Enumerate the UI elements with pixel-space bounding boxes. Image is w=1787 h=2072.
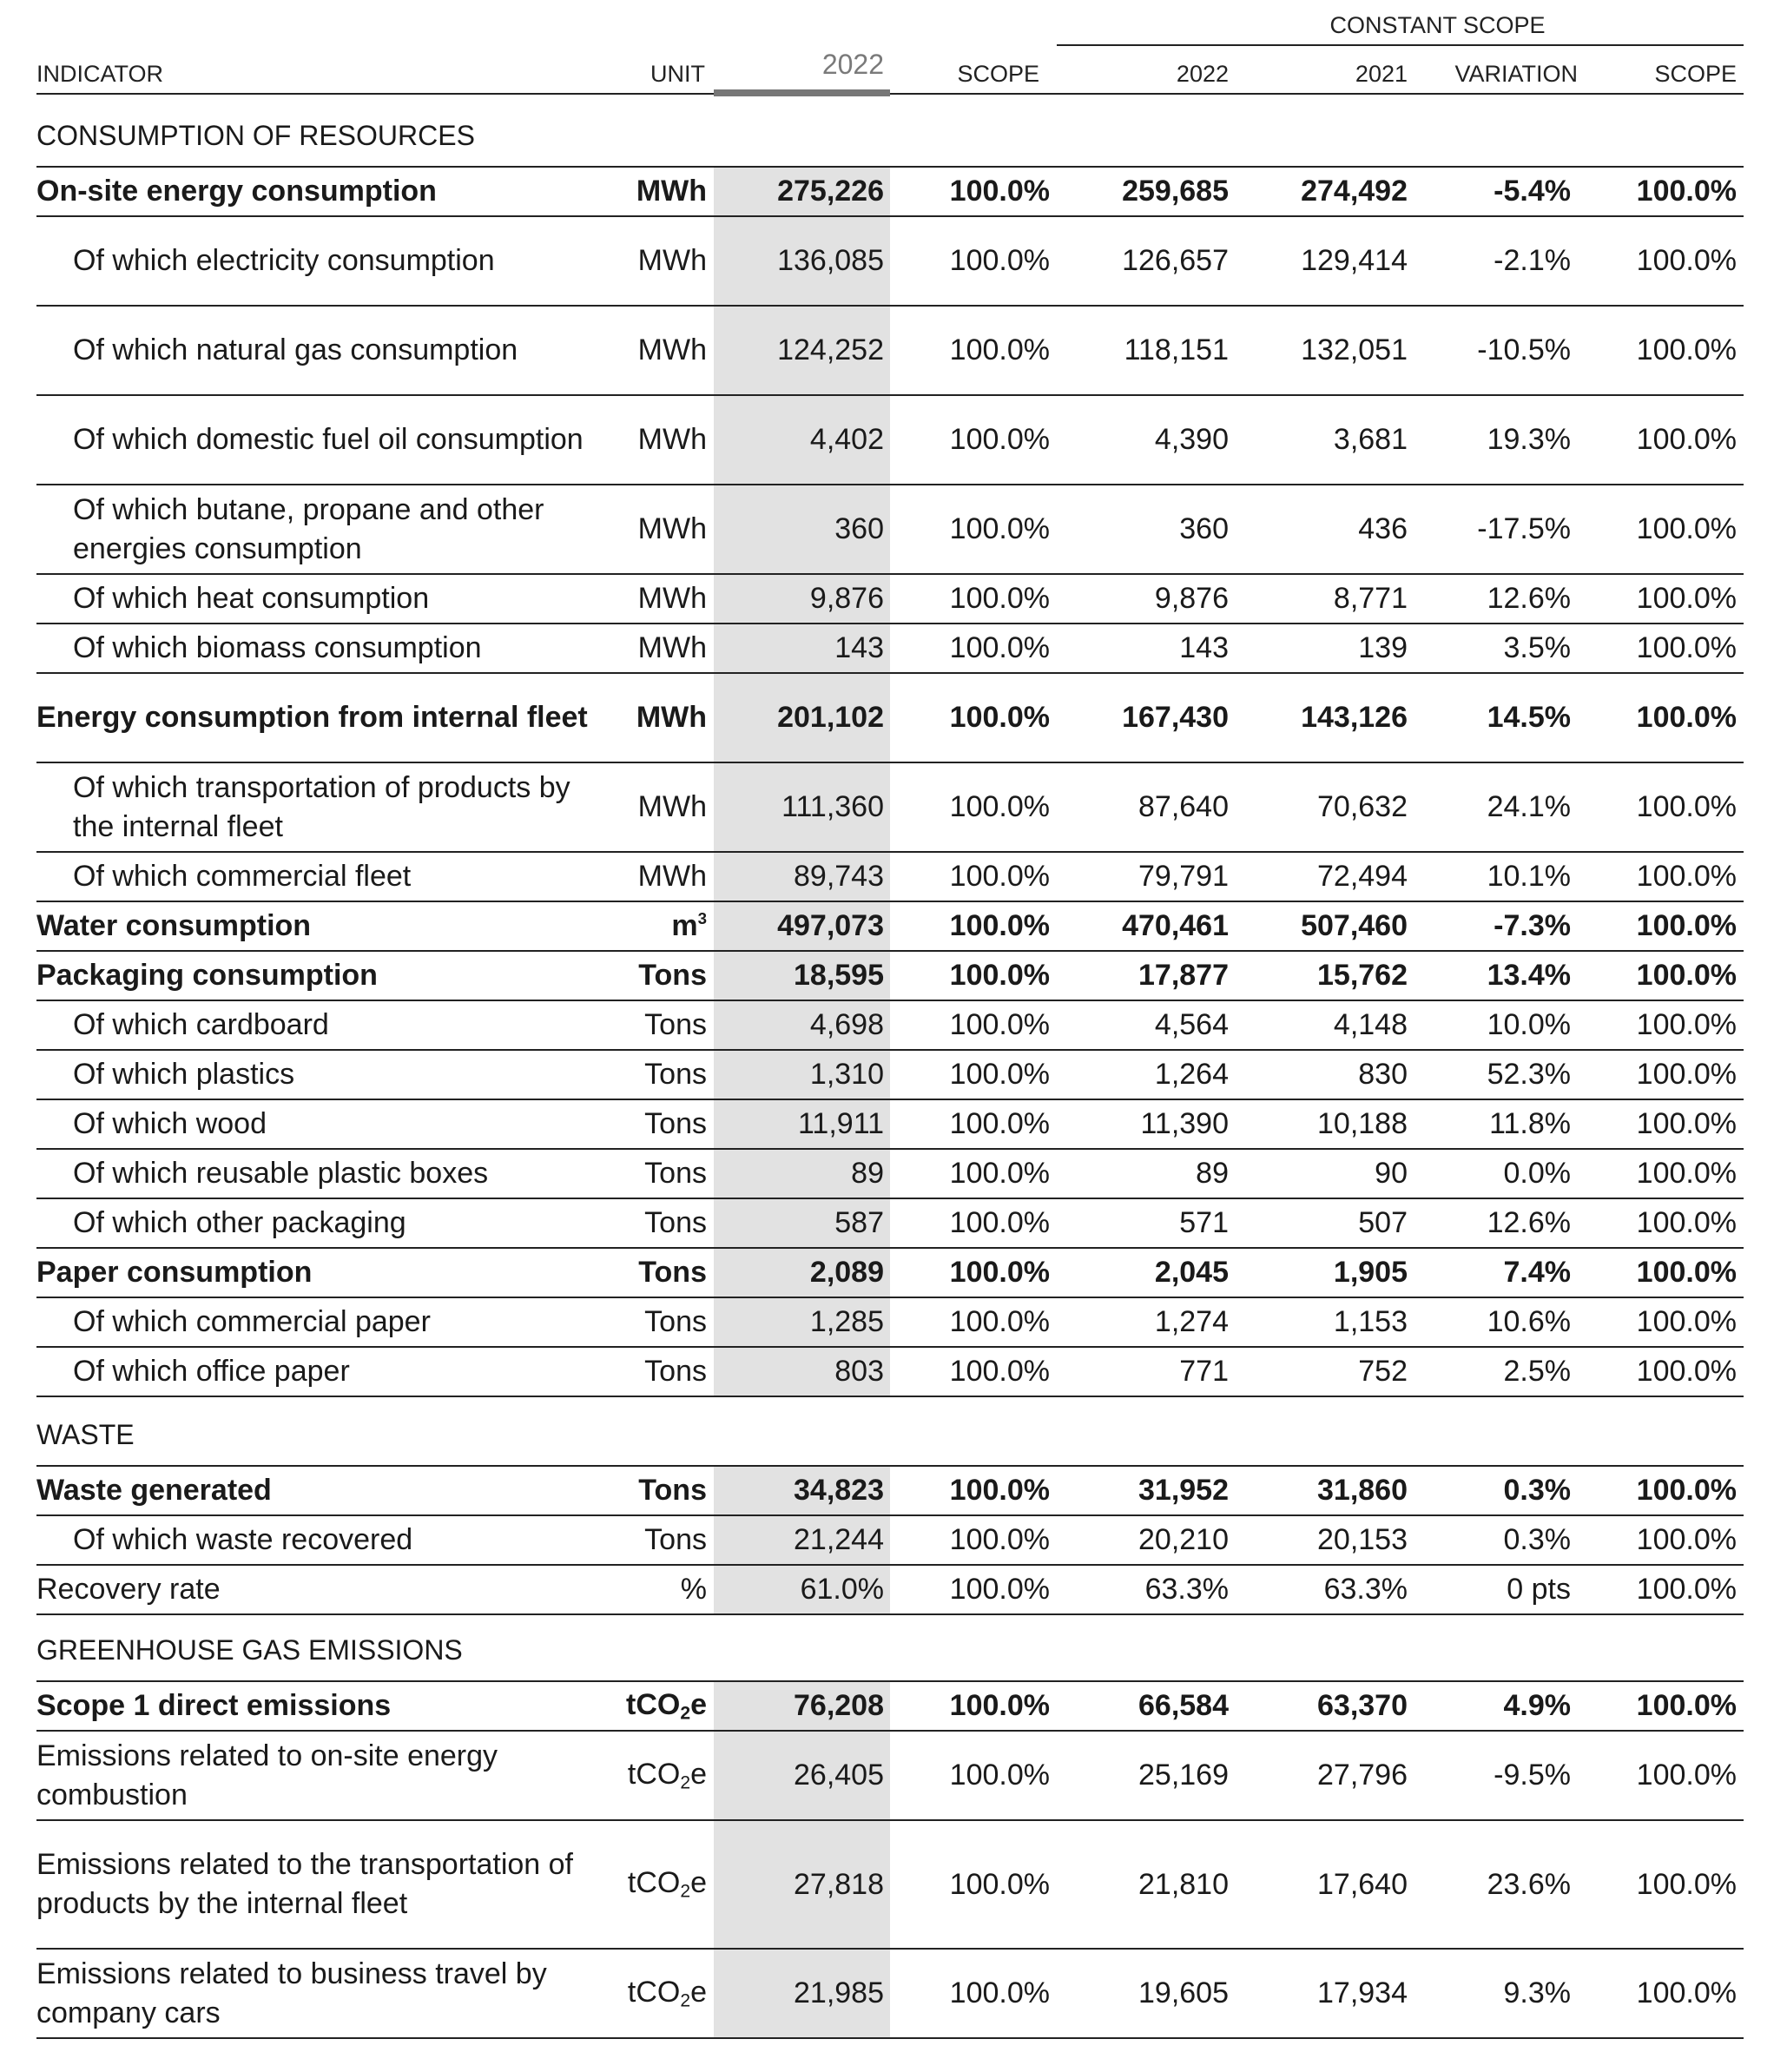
constant-2022-cell: 25,169: [1138, 1759, 1229, 1792]
variation-header: VARIATION: [1454, 61, 1578, 87]
indicator-label: Of which office paper: [73, 1355, 350, 1388]
constant-scope-cell: 100.0%: [1636, 1759, 1737, 1792]
value-2022-cell: 34,823: [714, 1467, 890, 1514]
scope-cell: 100.0%: [949, 512, 1050, 545]
constant-2021-cell: 63,370: [1317, 1689, 1408, 1722]
unit-cell: MWh: [637, 512, 707, 545]
scope-cell: 100.0%: [949, 631, 1050, 664]
unit-cell: Tons: [644, 1206, 707, 1239]
section-heading-row: [36, 1615, 1744, 1682]
value-2022-cell: 497,073: [714, 902, 890, 950]
scope-header: SCOPE: [957, 61, 1039, 87]
value-2022-cell: 803: [714, 1348, 890, 1396]
table-row: [36, 624, 1744, 674]
constant-scope-cell: 100.0%: [1636, 1206, 1737, 1239]
constant-scope-cell: 100.0%: [1636, 1157, 1737, 1190]
section-title: CONSUMPTION OF RESOURCES: [36, 120, 475, 151]
unit-cell: MWh: [637, 244, 707, 277]
indicator-label: Of which commercial paper: [73, 1305, 431, 1338]
table-row: [36, 1348, 1744, 1397]
value-2022-cell: 1,285: [714, 1298, 890, 1346]
indicator-label: Emissions related to on-site energy combustion: [36, 1739, 498, 1811]
scope-cell: 100.0%: [949, 1355, 1050, 1388]
scope-cell: 100.0%: [949, 582, 1050, 615]
variation-cell: 10.0%: [1487, 1008, 1571, 1041]
variation-cell: 23.6%: [1487, 1867, 1571, 1901]
constant-scope-cell: 100.0%: [1636, 909, 1737, 942]
indicator-label: Of which transportation of products by the internal fleet: [73, 770, 570, 843]
constant-2022-cell: 167,430: [1122, 701, 1229, 734]
value-2022-cell: 18,595: [714, 952, 890, 1000]
unit-cell: MWh: [637, 790, 707, 823]
constant-2022-cell: 118,151: [1124, 333, 1229, 366]
constant-2022-cell: 360: [1179, 512, 1229, 545]
constant-scope-col-header: SCOPE: [1654, 61, 1737, 87]
section-heading-row: [36, 96, 1744, 168]
constant-2022-cell: 4,390: [1154, 423, 1229, 456]
value-2022-cell: 143: [714, 624, 890, 672]
indicator-label: Of which plastics: [73, 1058, 295, 1091]
constant-2022-cell: 1,274: [1154, 1305, 1229, 1338]
variation-cell: -5.4%: [1494, 175, 1571, 208]
unit-cell: Tons: [644, 1058, 707, 1091]
table-row: [36, 575, 1744, 624]
unit-cell: MWh: [637, 333, 707, 366]
variation-cell: 9.3%: [1503, 1976, 1571, 2009]
scope-cell: 100.0%: [949, 1523, 1050, 1556]
scope-cell: 100.0%: [949, 333, 1050, 366]
constant-scope-header: CONSTANT SCOPE: [1329, 12, 1546, 38]
constant-scope-cell: 100.0%: [1636, 1355, 1737, 1388]
constant-2022-header: 2022: [1176, 61, 1229, 87]
unit-cell: tCO$_2$e: [627, 1757, 707, 1793]
value-2022-cell: 124,252: [714, 307, 890, 394]
scope-cell: 100.0%: [949, 1157, 1050, 1190]
table-row: [36, 1950, 1744, 2039]
value-2022-cell: 21,985: [714, 1950, 890, 2037]
constant-2021-cell: 139: [1358, 631, 1408, 664]
value-2022-cell: 4,698: [714, 1001, 890, 1049]
table-row: [36, 396, 1744, 485]
constant-2021-cell: 27,796: [1317, 1759, 1408, 1792]
constant-scope-cell: 100.0%: [1636, 790, 1737, 823]
scope-cell: 100.0%: [949, 1759, 1050, 1792]
unit-header: UNIT: [650, 61, 705, 87]
constant-2021-cell: 274,492: [1301, 175, 1408, 208]
value-2022-cell: 61.0%: [714, 1566, 890, 1613]
table-row: [36, 952, 1744, 1001]
value-2022-cell: 9,876: [714, 575, 890, 623]
constant-2021-cell: 17,640: [1317, 1867, 1408, 1901]
indicator-label: Packaging consumption: [36, 959, 378, 992]
year-2022-highlight-bar: [714, 89, 890, 96]
variation-cell: -2.1%: [1494, 244, 1571, 277]
constant-2021-header: 2021: [1355, 61, 1408, 87]
table-row: [36, 1467, 1744, 1516]
scope-cell: 100.0%: [949, 1206, 1050, 1239]
unit-cell: MWh: [636, 175, 707, 208]
constant-scope-cell: 100.0%: [1636, 1256, 1737, 1289]
constant-2021-cell: 3,681: [1333, 423, 1408, 456]
variation-cell: 0.0%: [1503, 1157, 1571, 1190]
table-row: [36, 1682, 1744, 1732]
unit-cell: Tons: [644, 1355, 707, 1388]
variation-cell: 12.6%: [1487, 1206, 1571, 1239]
scope-cell: 100.0%: [949, 244, 1050, 277]
value-2022-cell: 27,818: [714, 1821, 890, 1948]
section-heading-row: [36, 1397, 1744, 1467]
scope-cell: 100.0%: [949, 959, 1050, 992]
indicator-label: Of which heat consumption: [73, 582, 430, 615]
table-row: [36, 1001, 1744, 1051]
unit-cell: MWh: [636, 701, 707, 734]
constant-2022-cell: 79,791: [1138, 860, 1229, 893]
scope-cell: 100.0%: [949, 701, 1050, 734]
unit-cell: tCO$_2$e: [627, 1866, 707, 1902]
value-2022-cell: 2,089: [714, 1249, 890, 1297]
unit-cell: MWh: [637, 631, 707, 664]
indicator-label: Energy consumption from internal fleet: [36, 701, 588, 734]
value-2022-cell: 11,911: [714, 1100, 890, 1148]
scope-cell: 100.0%: [949, 860, 1050, 893]
variation-cell: 4.9%: [1503, 1689, 1571, 1722]
table-row: [36, 1051, 1744, 1100]
constant-2022-cell: 126,657: [1122, 244, 1229, 277]
variation-cell: 0.3%: [1503, 1474, 1571, 1507]
table-row: [36, 1566, 1744, 1615]
variation-cell: 11.8%: [1489, 1107, 1571, 1140]
constant-2021-cell: 129,414: [1301, 244, 1408, 277]
constant-2022-cell: 143: [1179, 631, 1229, 664]
unit-cell: Tons: [638, 1474, 707, 1507]
table-row: [36, 485, 1744, 575]
constant-2022-cell: 4,564: [1154, 1008, 1229, 1041]
constant-scope-cell: 100.0%: [1636, 1058, 1737, 1091]
scope-cell: 100.0%: [949, 1008, 1050, 1041]
constant-2022-cell: 63.3%: [1144, 1573, 1229, 1606]
value-2022-cell: 89,743: [714, 853, 890, 901]
section-title: WASTE: [36, 1419, 135, 1450]
constant-2022-cell: 17,877: [1138, 959, 1229, 992]
value-2022-cell: 587: [714, 1199, 890, 1247]
constant-2021-cell: 1,153: [1333, 1305, 1408, 1338]
scope-cell: 100.0%: [949, 1573, 1050, 1606]
constant-2022-cell: 571: [1179, 1206, 1229, 1239]
constant-scope-cell: 100.0%: [1636, 1305, 1737, 1338]
indicator-table: [36, 0, 1744, 2039]
unit-cell: Tons: [644, 1305, 707, 1338]
constant-scope-cell: 100.0%: [1636, 423, 1737, 456]
table-row: [36, 1150, 1744, 1199]
unit-cell: tCO$_2$e: [627, 1975, 707, 2011]
value-2022-cell: 360: [714, 485, 890, 573]
scope-cell: 100.0%: [949, 1058, 1050, 1091]
constant-scope-cell: 100.0%: [1636, 701, 1737, 734]
constant-2021-cell: 436: [1358, 512, 1408, 545]
table-header: [36, 0, 1744, 96]
section-title: GREENHOUSE GAS EMISSIONS: [36, 1634, 463, 1666]
variation-cell: 12.6%: [1487, 582, 1571, 615]
constant-2022-cell: 2,045: [1154, 1256, 1229, 1289]
indicator-label: Of which electricity consumption: [73, 244, 495, 277]
constant-2022-cell: 470,461: [1122, 909, 1229, 942]
indicator-label: Of which waste recovered: [73, 1523, 413, 1556]
table-row: [36, 1298, 1744, 1348]
constant-2021-cell: 752: [1358, 1355, 1408, 1388]
unit-cell: %: [680, 1573, 707, 1606]
value-2022-cell: 111,360: [714, 763, 890, 851]
constant-2021-cell: 70,632: [1317, 790, 1408, 823]
constant-2021-cell: 4,148: [1333, 1008, 1408, 1041]
variation-cell: 0.3%: [1503, 1523, 1571, 1556]
constant-scope-cell: 100.0%: [1636, 1867, 1737, 1901]
constant-2022-cell: 31,952: [1138, 1474, 1229, 1507]
table-row: [36, 217, 1744, 307]
constant-2021-cell: 10,188: [1317, 1107, 1408, 1140]
table-body: [36, 96, 1744, 2039]
table-row: [36, 1249, 1744, 1298]
constant-2022-cell: 11,390: [1140, 1107, 1229, 1140]
unit-cell: MWh: [637, 423, 707, 456]
constant-2022-cell: 1,264: [1154, 1058, 1229, 1091]
scope-cell: 100.0%: [949, 1976, 1050, 2009]
variation-cell: -10.5%: [1477, 333, 1571, 366]
constant-2022-cell: 87,640: [1138, 790, 1229, 823]
constant-scope-cell: 100.0%: [1636, 333, 1737, 366]
value-2022-cell: 26,405: [714, 1732, 890, 1819]
unit-cell: Tons: [638, 959, 707, 992]
unit-cell: Tons: [644, 1008, 707, 1041]
constant-2021-cell: 63.3%: [1323, 1573, 1408, 1606]
indicator-label: Of which butane, propane and other energies consumption: [73, 492, 544, 565]
variation-cell: -7.3%: [1494, 909, 1571, 942]
constant-scope-cell: 100.0%: [1636, 631, 1737, 664]
table-row: [36, 902, 1744, 952]
scope-cell: 100.0%: [949, 1867, 1050, 1901]
constant-scope-cell: 100.0%: [1636, 959, 1737, 992]
constant-2022-cell: 9,876: [1154, 582, 1229, 615]
constant-2021-cell: 72,494: [1317, 860, 1408, 893]
constant-2021-cell: 8,771: [1333, 582, 1408, 615]
variation-cell: 14.5%: [1487, 701, 1571, 734]
constant-2022-cell: 19,605: [1138, 1976, 1229, 2009]
variation-cell: 0 pts: [1507, 1573, 1571, 1606]
table-row: [36, 853, 1744, 902]
constant-scope-cell: 100.0%: [1636, 1008, 1737, 1041]
variation-cell: 2.5%: [1503, 1355, 1571, 1388]
constant-2021-cell: 507: [1358, 1206, 1408, 1239]
constant-2021-cell: 507,460: [1301, 909, 1408, 942]
constant-2022-cell: 89: [1196, 1157, 1229, 1190]
constant-2021-cell: 31,860: [1317, 1474, 1408, 1507]
constant-scope-cell: 100.0%: [1636, 175, 1737, 208]
value-2022-cell: 201,102: [714, 674, 890, 762]
constant-2021-cell: 830: [1358, 1058, 1408, 1091]
table-row: [36, 1821, 1744, 1950]
value-2022-cell: 4,402: [714, 396, 890, 484]
variation-cell: 7.4%: [1503, 1256, 1571, 1289]
constant-2021-cell: 1,905: [1333, 1256, 1408, 1289]
constant-scope-cell: 100.0%: [1636, 860, 1737, 893]
value-2022-cell: 21,244: [714, 1516, 890, 1564]
indicator-label: Paper consumption: [36, 1256, 313, 1289]
indicator-label: Of which domestic fuel oil consumption: [73, 423, 584, 456]
variation-cell: 24.1%: [1487, 790, 1571, 823]
unit-cell: $m^3$: [671, 908, 707, 943]
indicator-label: Of which natural gas consumption: [73, 333, 518, 366]
value-2022-cell: 275,226: [714, 168, 890, 215]
unit-cell: Tons: [644, 1157, 707, 1190]
indicator-label: On-site energy consumption: [36, 175, 437, 208]
constant-scope-cell: 100.0%: [1636, 1689, 1737, 1722]
scope-cell: 100.0%: [949, 1305, 1050, 1338]
variation-cell: 10.6%: [1487, 1305, 1571, 1338]
constant-scope-cell: 100.0%: [1636, 244, 1737, 277]
constant-2021-cell: 17,934: [1317, 1976, 1408, 2009]
year-2022-header: 2022: [821, 49, 884, 80]
unit-cell: MWh: [637, 582, 707, 615]
indicator-label: Scope 1 direct emissions: [36, 1689, 392, 1722]
unit-cell: tCO$_2$e: [626, 1687, 707, 1724]
variation-cell: -9.5%: [1494, 1759, 1571, 1792]
constant-scope-cell: 100.0%: [1636, 1474, 1737, 1507]
constant-2021-cell: 132,051: [1301, 333, 1408, 366]
indicator-label: Of which wood: [73, 1107, 267, 1140]
constant-2022-cell: 21,810: [1138, 1867, 1229, 1901]
constant-2022-cell: 771: [1179, 1355, 1229, 1388]
unit-cell: Tons: [644, 1107, 707, 1140]
table-row: [36, 307, 1744, 396]
unit-cell: Tons: [638, 1256, 707, 1289]
scope-cell: 100.0%: [949, 175, 1050, 208]
variation-cell: -17.5%: [1477, 512, 1571, 545]
constant-scope-cell: 100.0%: [1636, 1573, 1737, 1606]
constant-scope-cell: 100.0%: [1636, 1976, 1737, 2009]
constant-2022-cell: 259,685: [1122, 175, 1229, 208]
scope-cell: 100.0%: [949, 909, 1050, 942]
variation-cell: 52.3%: [1487, 1058, 1571, 1091]
constant-2021-cell: 20,153: [1317, 1523, 1408, 1556]
variation-cell: 10.1%: [1487, 860, 1571, 893]
constant-2021-cell: 15,762: [1317, 959, 1408, 992]
indicator-label: Of which other packaging: [73, 1206, 406, 1239]
constant-2022-cell: 66,584: [1138, 1689, 1229, 1722]
table-row: [36, 674, 1744, 763]
constant-scope-cell: 100.0%: [1636, 582, 1737, 615]
value-2022-cell: 1,310: [714, 1051, 890, 1099]
indicator-label: Of which reusable plastic boxes: [73, 1157, 489, 1190]
variation-cell: 13.4%: [1487, 959, 1571, 992]
constant-scope-cell: 100.0%: [1636, 512, 1737, 545]
indicator-label: Emissions related to business travel by company cars: [36, 1957, 547, 2029]
indicator-label: Of which biomass consumption: [73, 631, 482, 664]
value-2022-cell: 76,208: [714, 1682, 890, 1730]
value-2022-cell: 89: [714, 1150, 890, 1198]
indicator-label: Of which cardboard: [73, 1008, 329, 1041]
scope-cell: 100.0%: [949, 790, 1050, 823]
variation-cell: 3.5%: [1503, 631, 1571, 664]
indicator-label: Recovery rate: [36, 1573, 221, 1606]
table-row: [36, 1100, 1744, 1150]
scope-cell: 100.0%: [949, 1256, 1050, 1289]
indicator-label: Emissions related to the transportation of products by the internal fleet: [36, 1848, 573, 1920]
table-row: [36, 168, 1744, 217]
scope-cell: 100.0%: [949, 1689, 1050, 1722]
indicator-label: Of which commercial fleet: [73, 860, 412, 893]
constant-scope-rule: [1057, 44, 1744, 46]
constant-scope-cell: 100.0%: [1636, 1523, 1737, 1556]
table-row: [36, 1199, 1744, 1249]
unit-cell: Tons: [644, 1523, 707, 1556]
constant-2022-cell: 20,210: [1138, 1523, 1229, 1556]
constant-2021-cell: 90: [1375, 1157, 1408, 1190]
header-rule: [36, 93, 1744, 95]
indicator-header: INDICATOR: [36, 61, 164, 87]
indicator-label: Water consumption: [36, 909, 312, 942]
table-row: [36, 1516, 1744, 1566]
scope-cell: 100.0%: [949, 1107, 1050, 1140]
unit-cell: MWh: [637, 860, 707, 893]
table-row: [36, 763, 1744, 853]
indicator-label: Waste generated: [36, 1474, 272, 1507]
variation-cell: 19.3%: [1487, 423, 1571, 456]
value-2022-cell: 136,085: [714, 217, 890, 305]
constant-scope-cell: 100.0%: [1636, 1107, 1737, 1140]
constant-2021-cell: 143,126: [1301, 701, 1408, 734]
scope-cell: 100.0%: [949, 423, 1050, 456]
scope-cell: 100.0%: [949, 1474, 1050, 1507]
table-row: [36, 1732, 1744, 1821]
